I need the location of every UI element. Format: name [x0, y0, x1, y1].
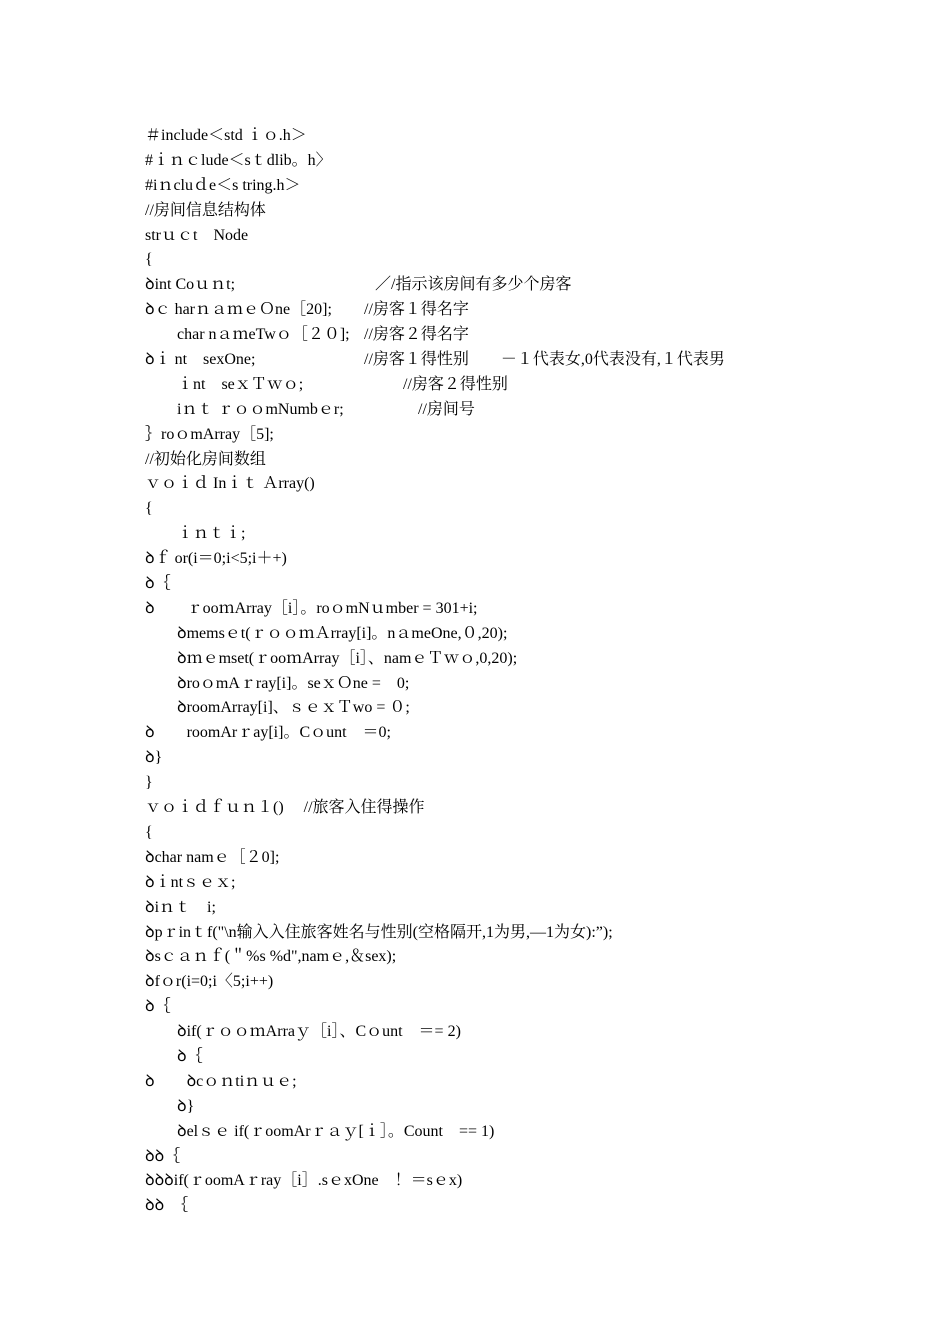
code-line [145, 224, 905, 249]
code-line [145, 721, 905, 746]
code-text: ꝺroomArray[i]、ｓｅｘＴwo = ０; [145, 699, 410, 717]
code-text: ꝺｃ harｎａｍｅＯne［20]; [145, 301, 332, 319]
code-text: ꝺelｓｅ if(ｒoomArｒａｙ[ｉ］。Count == 1) [145, 1122, 495, 1140]
code-text: ꝺ｛ [145, 575, 171, 593]
code-text: ꝺfｏr(i=0;i〈5;i++) [145, 973, 274, 991]
code-text: ꝺmemsｅt(ｒｏｏｍＡrray[i]。nａmeOne,０,20); [145, 624, 508, 642]
code-line [145, 124, 905, 149]
code-text: } [145, 774, 153, 792]
code-line [145, 448, 905, 473]
code-line [145, 746, 905, 771]
code-comment: //房客１得名字 [364, 301, 469, 319]
code-line [145, 995, 905, 1020]
code-text: ꝺ roomArｒay[i]。Cｏunt ＝0; [145, 724, 392, 742]
code-line [145, 796, 905, 821]
code-line [145, 821, 905, 846]
code-text: ꝺchar namｅ［２0]; [145, 848, 280, 866]
code-line [145, 771, 905, 796]
code-line [145, 547, 905, 572]
code-text: { [145, 823, 153, 841]
code-line [145, 622, 905, 647]
code-text: ꝺ ꝺcｏｎtiｎｕｅ; [145, 1072, 297, 1090]
code-text: ꝺroｏmAｒray[i]。seｘＯne = 0; [145, 674, 410, 692]
code-line [145, 871, 905, 896]
code-text: #ｉｎｃlude＜sｔdlib。h〉 [145, 151, 332, 169]
code-text: ｉｎｔｉ; [145, 525, 246, 543]
code-text: { [145, 500, 153, 518]
code-line [145, 199, 905, 224]
code-line [145, 672, 905, 697]
code-line [145, 1045, 905, 1070]
code-line [145, 1169, 905, 1194]
code-text: ｝roｏmArray［5]; [145, 425, 274, 443]
code-line [145, 174, 905, 199]
code-text: ꝺꝺ ｛ [145, 1197, 189, 1215]
code-text: ꝺｍｅmset(ｒooｍArray［i］、namｅＴｗｏ,0,20); [145, 649, 518, 667]
code-text: ꝺiｎｔ i; [145, 898, 216, 916]
code-line [145, 1145, 905, 1170]
code-text: #iｎcluｄe＜s tring.h＞ [145, 176, 301, 194]
code-text: ｖｏｉｄｆｕｎ１() //旅客入住得操作 [145, 799, 425, 817]
code-listing [145, 124, 905, 1219]
code-text: char nａｍeTwｏ［２０]; [145, 326, 350, 344]
code-text: ｖｏｉｄ Inｉｔ Ａrray() [145, 475, 315, 493]
code-line [145, 1194, 905, 1219]
code-text: //房间信息结构体 [145, 201, 266, 219]
code-line [145, 423, 905, 448]
code-line [145, 1070, 905, 1095]
code-text: ꝺ｛ [145, 998, 171, 1016]
code-text: ꝺｉ nt sexOne; [145, 351, 256, 369]
code-line [145, 1020, 905, 1045]
code-text: strｕｃt Node [145, 226, 249, 244]
code-line [145, 373, 905, 398]
code-text: ꝺ} [145, 1097, 195, 1115]
code-line [145, 647, 905, 672]
code-text: ꝺ} [145, 749, 163, 767]
code-text: ꝺꝺꝺif(ｒoomAｒray［i］.sｅxOne ！＝sｅx) [145, 1172, 463, 1190]
code-text: iｎｔ ｒｏｏmNumbｅr; [145, 400, 344, 418]
code-line [145, 298, 905, 323]
code-comment: //房客１得性别 －１代表女,0代表没有,１代表男 [364, 351, 725, 369]
code-text: ꝺ ｒooｍArray［i］。roｏmNｕmber = 301+i; [145, 599, 478, 617]
code-text: ꝺｆ or(i＝0;i<5;i＋+) [145, 550, 287, 568]
code-text: //初始化房间数组 [145, 450, 266, 468]
code-line [145, 970, 905, 995]
code-line [145, 597, 905, 622]
code-line [145, 896, 905, 921]
code-comment: //房间号 [418, 400, 475, 418]
code-text: ꝺpｒinｔf("\n输入入住旅客姓名与性别(空格隔开,1为男,—1为女):”); [145, 923, 613, 941]
code-line [145, 921, 905, 946]
code-text: ＃include＜std ｉｏ.h＞ [145, 127, 307, 144]
code-text: ꝺint Coｕｎt; [145, 276, 236, 294]
code-line [145, 522, 905, 547]
code-line [145, 149, 905, 174]
code-line [145, 1120, 905, 1145]
code-text: ꝺif(ｒｏｏｍArraｙ［i］、Cｏunt ＝= 2) [145, 1023, 461, 1041]
code-line [145, 497, 905, 522]
code-line [145, 1095, 905, 1120]
code-text: { [145, 251, 153, 269]
code-text: ꝺsｃａｎｆ(＂%s %d",namｅ,＆sex); [145, 948, 397, 966]
code-text: ｉnt seｘＴｗｏ; [145, 375, 304, 393]
code-line [145, 248, 905, 273]
code-comment: //房客２得性别 [403, 375, 508, 393]
code-line [145, 472, 905, 497]
code-comment: ／/指示该房间有多少个房客 [375, 276, 572, 294]
code-text: ꝺꝺ｛ [145, 1147, 181, 1165]
code-line [145, 323, 905, 348]
code-line [145, 696, 905, 721]
code-text: ꝺｉntｓｅｘ; [145, 873, 236, 891]
code-comment: //房客２得名字 [364, 326, 469, 344]
code-line [145, 398, 905, 423]
code-line [145, 273, 905, 298]
code-line [145, 348, 905, 373]
code-line [145, 572, 905, 597]
code-text: ꝺ｛ [145, 1047, 203, 1065]
code-line [145, 945, 905, 970]
code-line [145, 846, 905, 871]
